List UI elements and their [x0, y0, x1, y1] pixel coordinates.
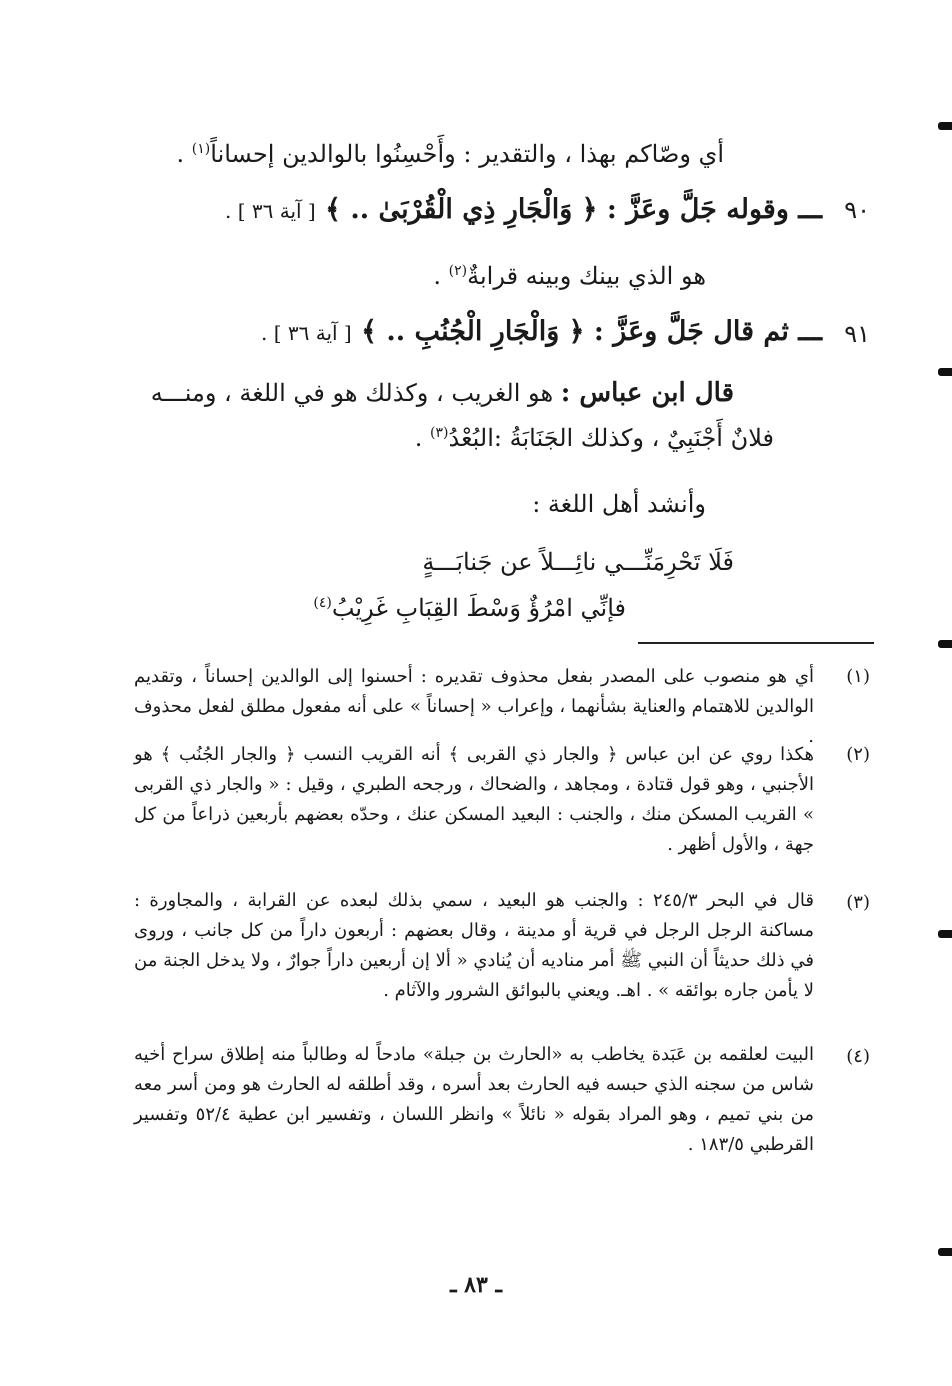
footnote-number: (١): [846, 666, 870, 687]
text-line-5: قال ابن عباس : هو الغريب ، وكذلك هو في اللغة ، ومنـــه: [150, 378, 734, 408]
footnote-text: أي هو منصوب على المصدر بفعل محذوف تقديره : أحسنوا إلى الوالدين إحساناً ، وتقديم الوالدين للاهتمام والعناية بشأنهما ، وإعراب « إحساناً » على أنه مفعول مطلق لفعل محذوف .: [134, 666, 814, 747]
item-number-91: ٩١: [844, 320, 870, 348]
item-number-90: ٩٠: [844, 196, 870, 224]
footnote-text: البيت لعلقمه بن عَبَدة يخاطب به «الحارث بن جبلة» مادحاً له وطالباً منه إطلاق سراح أخيه شاس من سجنه الذي حبسه فيه الحارث بعد أسره ، وقد أطلقه له الحارث هو ومن أسر معه من بني تميم ، وهو المراد بقوله « نائلاً » وانظر اللسان ، وتفسير ابن عطية ٥٢/٤ وتفسير القرطبي ١٨٣/٥ .: [134, 1044, 814, 1155]
footnote-separator: [638, 642, 874, 644]
quran-quote: ﴿ وَالْجَارِ الْجُنُبِ .. ﴾: [361, 316, 585, 347]
poem-verse-1: فَلَا تَحْرِمَنِّـــي نائِـــلاً عن جَنابَـــةٍ: [422, 548, 734, 576]
footnote-number: (٤): [846, 1046, 870, 1067]
heading-91: ـــ ثم قال جَلَّ وعَزَّ : ﴿ وَالْجَارِ الْجُنُبِ .. ﴾ [ آية ٣٦ ] .: [261, 316, 822, 347]
text-line-1: أي وصّاكم بهذا ، والتقدير : وأَحْسِنُوا بالوالدين إحساناً$^{(١)}$ .: [176, 140, 724, 168]
footnote-text: هكذا روي عن ابن عباس ﴿ والجار ذي القربى ﴾ أنه القريب النسب ﴿ والجار الجُنُب ﴾ هو الأجنبي ، وهو قول قتادة ، ومجاهد ، والضحاك ، ورجحه الطبري ، وقيل : « والجار ذي القربى » القريب المسكن منك ، والجنب : البعيد المسكن عنك ، وحدّه بعضهم بأربعين ذراعاً من كل جهة ، والأول أظهر .: [134, 744, 814, 855]
poem-verse-2: فإنِّي امْرُؤٌ وَسْطَ القِبَابِ غَرِيْبُ$^{(٤)}$: [313, 594, 626, 622]
edge-mark: [938, 122, 952, 130]
footnote-number: (٣): [846, 892, 870, 913]
page-number: ـ ٨٣ ـ: [450, 1272, 502, 1298]
edge-mark: [938, 930, 952, 938]
verse-reference: [ آية ٣٦ ] .: [225, 199, 316, 223]
text-line-6: فلانٌ أَجْنَبِيٌ ، وكذلك الجَنَابَةُ :البُعْدُ$^{(٣)}$ .: [414, 424, 774, 452]
edge-mark: [938, 640, 952, 648]
text-line-3: هو الذي بينك وبينه قرابةٌ$^{(٢)}$ .: [433, 262, 706, 290]
heading-90: ـــ وقوله جَلَّ وعَزَّ : ﴿ وَالْجَارِ ذِي الْقُرْبَىٰ .. ﴾ [ آية ٣٦ ] .: [225, 194, 822, 225]
verse-reference: [ آية ٣٦ ] .: [261, 321, 352, 345]
footnote-number: (٢): [846, 744, 870, 765]
edge-mark: [938, 368, 952, 376]
edge-mark: [938, 1248, 952, 1256]
footnote-text: قال في البحر ٢٤٥/٣ : والجنب هو البعيد ، سمي بذلك لبعده عن القرابة ، والمجاورة : مساكنة الرجل الرجل في قرية أو مدينة ، وقال بعضهم : أربعون داراً من كل جانب ، وروى في ذلك حديثاً أن النبي ﷺ أمر مناديه أن يُنادي « ألا إن أربعين داراً جوارٌ ، ولا يدخل الجنة من لا يأمن جاره بوائقه » . اهـ. ويعني بالبوائق الشرور والآثام .: [134, 890, 814, 1001]
quran-quote: ﴿ وَالْجَارِ ذِي الْقُرْبَىٰ .. ﴾: [325, 194, 598, 225]
text-line-7: وأنشد أهل اللغة :: [532, 490, 706, 518]
